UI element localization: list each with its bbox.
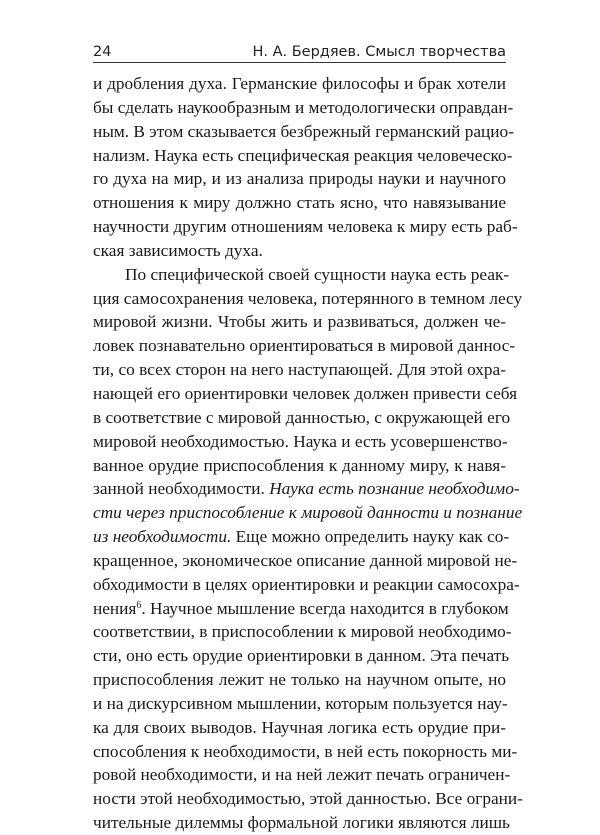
text-line: сти, оно есть орудие ориентировки в данном. Эта печать (93, 646, 510, 666)
italic-text: из необходимости. (93, 527, 232, 547)
text-line: обходимости в целях ориентировки и реакции самосохра- (93, 574, 520, 594)
text-line: нающей его ориентировки человек должен привести себя (93, 383, 518, 403)
footnote-mark[interactable]: 6 (136, 599, 142, 611)
text-line: бы сделать наукообразным и методологически оправдан- (93, 97, 514, 117)
text-line: отношения к миру должно стать ясно, что навязывание (93, 193, 506, 213)
text-line: ности этой необходимостью, этой данностью. Все ограни- (93, 789, 523, 809)
text-line: и на дискурсивном мышлении, которым пользуется нау- (93, 693, 508, 713)
text-line: в соответствие с мировой данностью, с окружающей его (93, 407, 511, 427)
text-line-footnote (93, 597, 509, 621)
text-line: соответствии, в приспособлении к мировой необходимо- (93, 622, 512, 642)
text-line: мировой необходимостью. Наука и есть усовершенство- (93, 431, 508, 451)
italic-text: сти через приспособление к мировой данности и познание (93, 503, 523, 523)
text-line: го духа на мир, и из анализа природы науки и научного (93, 169, 506, 189)
page-number: 24 (93, 44, 112, 60)
text-segment: . Научное мышление всегда находится в глубоком (141, 598, 509, 618)
running-header (93, 38, 506, 60)
text-line: кращенное, экономическое описание данной мировой не- (93, 550, 518, 570)
text-line: и дробления духа. Германские философы и брак хотели (93, 74, 506, 93)
text-line: ным. В этом сказывается безбрежный германский рацио- (93, 121, 514, 141)
text-line: нализм. Наука есть специфическая реакция человеческо- (93, 145, 513, 165)
text-segment: нения (93, 598, 137, 618)
text-line: ровой необходимости, и на ней лежит печать ограничен- (93, 765, 511, 785)
paragraph-1 (93, 72, 518, 263)
text-line: ка для своих выводов. Научная логика есть орудие при- (93, 717, 506, 737)
text-line-italic (93, 501, 523, 525)
text-line: ция самосохранения человека, потерянного в темном лесу (93, 288, 523, 308)
italic-text: Наука есть познание необходимо- (269, 479, 520, 499)
text-line: чительные дилеммы формальной логики являются лишь (93, 813, 510, 833)
text-line: способления к необходимости, в ней есть покорность ми- (93, 741, 518, 761)
text-line: приспособления лежит не только на научном опыте, но (93, 670, 506, 690)
text-line: ванное орудие приспособления к данному миру, к навя- (93, 455, 506, 475)
text-line: ти, со всех сторон на него наступающей. Для этой охра- (93, 360, 506, 380)
text-line: мировой жизни. Чтобы жить и развиваться, должен че- (93, 312, 506, 332)
text-line: научности другим отношениям человека к миру есть раб- (93, 217, 518, 237)
header-rule (93, 62, 506, 63)
page-body (93, 72, 523, 835)
text-line-mixed (93, 477, 520, 501)
text-line: По специфической своей сущности наука есть реак- (125, 264, 510, 284)
text-line-mixed (93, 525, 510, 549)
text-segment: занной необходимости. (93, 479, 270, 499)
text-line: ская зависимость духа. (93, 240, 263, 260)
text-segment: Еще можно определить науку как со- (231, 527, 510, 547)
running-title: Н. А. Бердяев. Смысл творчества (252, 44, 506, 60)
text-line: ловек познавательно ориентироваться в мировой даннос- (93, 336, 516, 356)
paragraph-2 (93, 263, 523, 835)
